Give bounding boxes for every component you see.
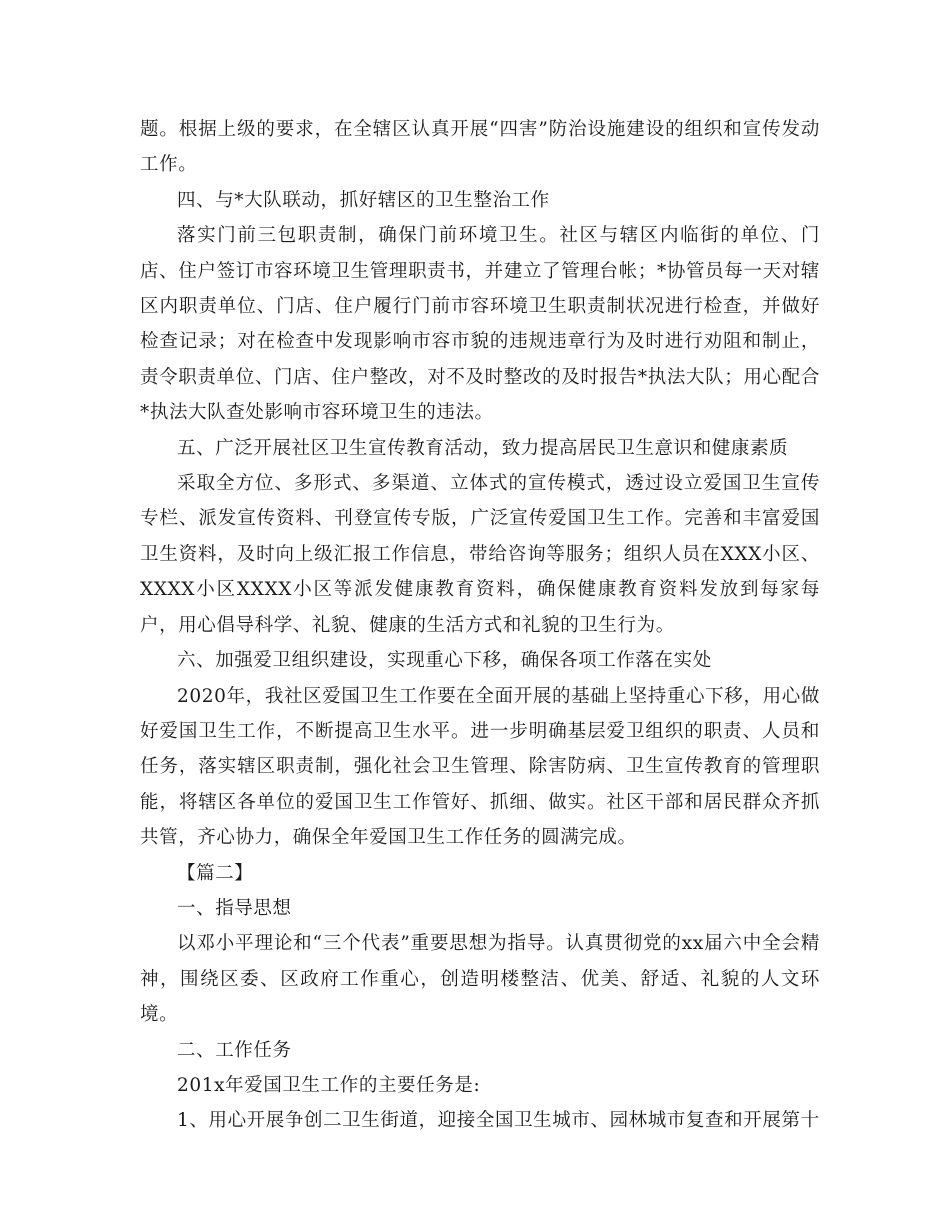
section-heading-2: 二、工作任务 [177,1039,292,1061]
document-body [140,112,820,1139]
paragraph: 落实门前三包职责制，确保门前环境卫生。社区与辖区内临街的单位、门店、住户签订市容环境卫生管理职责书，并建立了管理台帐；*协管员每一天对辖区内职责单位、门店、住户履行门前市容环境卫生职责制状况进行检查，并做好检查记录；对在检查中发现影响市容市貌的违规违章行为及时进行劝阻和制止，责令职责单位、门店、住户整改，对不及时整改的及时报告*执法大队；用心配合*执法大队查处影响市容环境卫生的违法。 [140,225,820,424]
paragraph: 2020年，我社区爱国卫生工作要在全面开展的基础上坚持重心下移，用心做好爱国卫生工作，不断提高卫生水平。进一步明确基层爱卫组织的职责、人员和任务，落实辖区职责制，强化社会卫生管理、除害防病、卫生宣传教育的管理职能，将辖区各单位的爱国卫生工作管好、抓细、做实。社区干部和居民群众齐抓共管，齐心协力，确保全年爱国卫生工作任务的圆满完成。 [140,685,820,849]
paragraph-continuation: 题。根据上级的要求，在全辖区认真开展“四害”防治设施建设的组织和宣传发动工作。 [140,119,820,176]
section-heading-5: 五、广泛开展社区卫生宣传教育活动，致力提高居民卫生意识和健康素质 [177,437,789,459]
part-heading: 【篇二】 [177,862,254,884]
paragraph: 采取全方位、多形式、多渠道、立体式的宣传模式，透过设立爱国卫生宣传专栏、派发宣传资料、刊登宣传专版，广泛宣传爱国卫生工作。完善和丰富爱国卫生资料，及时向上级汇报工作信息，带给咨询等服务；组织人员在XXX小区、XXXX小区XXXX小区等派发健康教育资料，确保健康教育资料发放到每家每户，用心倡导科学、礼貌、健康的生活方式和礼貌的卫生行为。 [140,473,820,636]
paragraph: 201x年爱国卫生工作的主要任务是: [177,1074,481,1096]
section-heading-4: 四、与*大队联动，抓好辖区的卫生整治工作 [177,189,550,211]
section-heading-1: 一、指导思想 [177,897,292,919]
section-heading-6: 六、加强爱卫组织建设，实现重心下移，确保各项工作落在实处 [177,650,712,672]
paragraph: 以邓小平理论和“三个代表”重要思想为指导。认真贯彻党的xx届六中全会精神，围绕区委、区政府工作重心，创造明楼整洁、优美、舒适、礼貌的人文环境。 [140,933,820,1026]
list-item: 1、用心开展争创二卫生街道，迎接全国卫生城市、园林城市复查和开展第十 [177,1110,820,1132]
